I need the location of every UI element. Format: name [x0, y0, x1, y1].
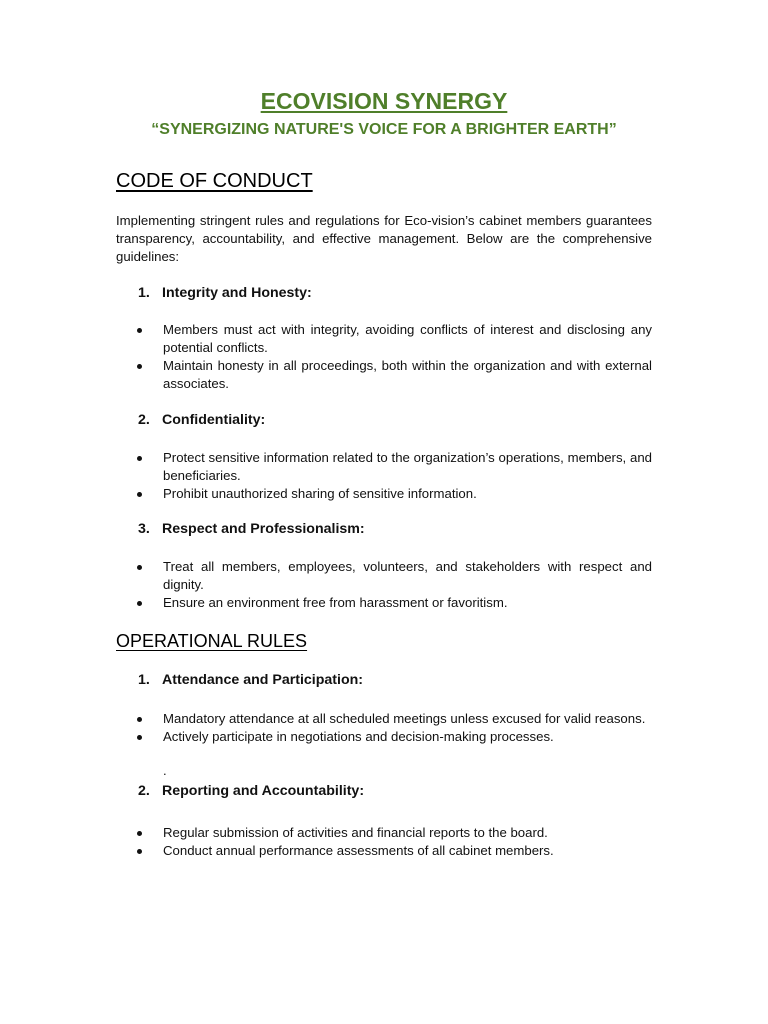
subsection-title: Attendance and Participation: [162, 672, 364, 688]
list-item [116, 357, 652, 393]
section-heading-operational-rules: OPERATIONAL RULES [116, 631, 308, 651]
subsection-title: Respect and Professionalism: [162, 521, 365, 537]
bullet-icon [137, 492, 142, 497]
document-title: ECOVISION SYNERGY [260, 88, 508, 114]
list-item-text: Mandatory attendance at all scheduled meetings unless excused for valid reasons. [163, 711, 646, 726]
bullet-icon [137, 456, 142, 461]
subsection-number: 1. [138, 672, 150, 688]
bullet-list [116, 558, 652, 612]
subsection-number: 2. [138, 783, 150, 799]
subsection-title: Confidentiality: [162, 412, 266, 428]
bullet-icon [137, 364, 142, 369]
list-item [116, 449, 652, 485]
list-item-text: Protect sensitive information related to the organization’s operations, members, and beneficiaries. [163, 450, 652, 483]
bullet-list [116, 449, 652, 503]
bullet-icon [137, 601, 142, 606]
subsection-number: 3. [138, 521, 150, 537]
list-item-text: Regular submission of activities and financial reports to the board. [163, 825, 548, 840]
list-item-text: Treat all members, employees, volunteers, and stakeholders with respect and dignity. [163, 559, 652, 592]
bullet-icon [137, 565, 142, 570]
list-item [116, 842, 652, 860]
bullet-icon [137, 717, 142, 722]
list-item-text: Members must act with integrity, avoiding conflicts of interest and disclosing any potential conflicts. [163, 322, 652, 355]
bullet-icon [137, 328, 142, 333]
subsection-number: 1. [138, 285, 150, 301]
document-tagline: “SYNERGIZING NATURE'S VOICE FOR A BRIGHTER EARTH” [151, 121, 617, 138]
bullet-icon [137, 849, 142, 854]
list-item [116, 710, 652, 728]
stray-period: . [163, 763, 167, 778]
list-item [116, 321, 652, 357]
subsection-heading [138, 412, 265, 428]
list-item-text: Ensure an environment free from harassment or favoritism. [163, 595, 508, 610]
bullet-icon [137, 831, 142, 836]
list-item-text: Maintain honesty in all proceedings, both within the organization and with external associates. [163, 358, 652, 391]
subsection-title: Integrity and Honesty: [162, 285, 312, 301]
list-item [116, 824, 652, 842]
subsection-number: 2. [138, 412, 150, 428]
list-item [116, 728, 652, 746]
subsection-title: Reporting and Accountability: [162, 783, 365, 799]
list-item-text: Actively participate in negotiations and decision-making processes. [163, 729, 554, 744]
bullet-list [116, 710, 652, 746]
subsection-heading [138, 672, 363, 688]
list-item [116, 558, 652, 594]
bullet-icon [137, 735, 142, 740]
bullet-list [116, 321, 652, 393]
intro-paragraph: Implementing stringent rules and regulations for Eco-vision’s cabinet members guarantees transparency, accountability, and effective management. Below are the comprehensive guidelines: [116, 213, 652, 264]
list-item [116, 594, 652, 612]
subsection-heading [138, 285, 312, 301]
subsection-heading [138, 783, 364, 799]
subsection-heading [138, 521, 365, 537]
list-item [116, 485, 652, 503]
bullet-list [116, 824, 652, 860]
list-item-text: Conduct annual performance assessments of all cabinet members. [163, 843, 554, 858]
list-item-text: Prohibit unauthorized sharing of sensitive information. [163, 486, 477, 501]
section-heading-code-of-conduct: CODE OF CONDUCT [116, 170, 313, 192]
